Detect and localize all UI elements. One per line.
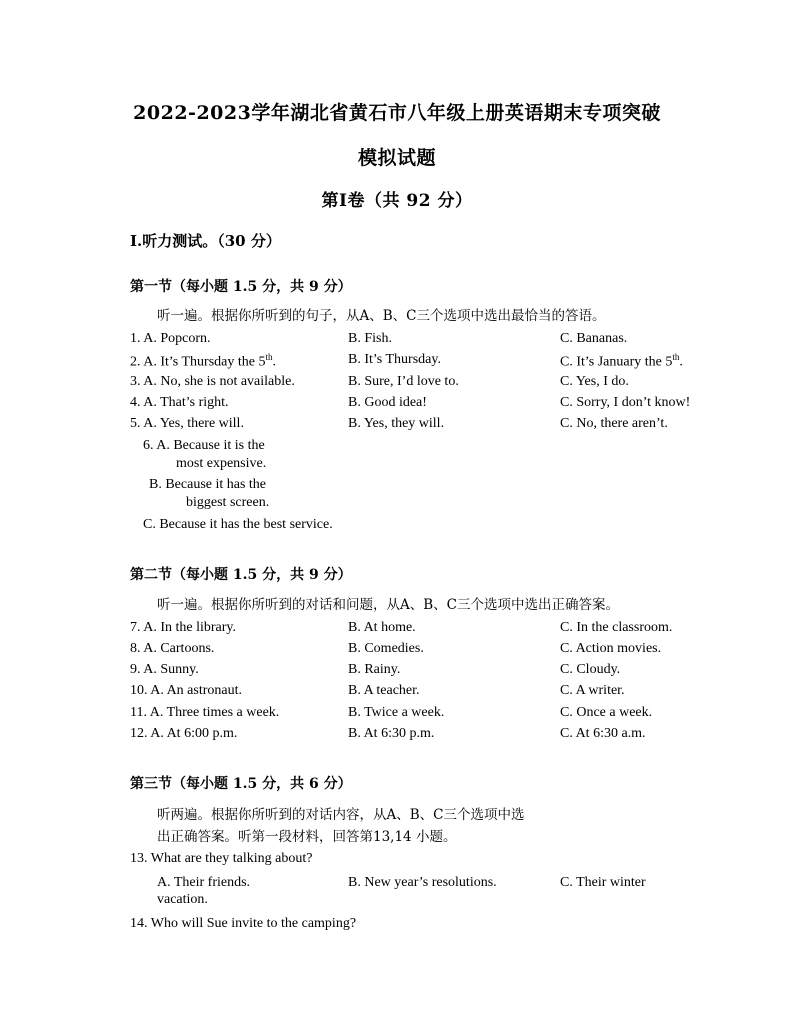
q6-option-b-line2: biggest screen. bbox=[186, 495, 270, 510]
q5-option-a: 5. A. Yes, there will. bbox=[130, 416, 244, 431]
q12-option-a: 12. A. At 6:00 p.m. bbox=[130, 726, 238, 741]
q2-option-a: 2. A. It’s Thursday the 5th. bbox=[130, 352, 276, 370]
q6-option-c: C. Because it has the best service. bbox=[143, 517, 333, 532]
q12-option-c: C. At 6:30 a.m. bbox=[560, 726, 646, 741]
q6-option-a-line2: most expensive. bbox=[176, 456, 267, 471]
q9-option-a: 9. A. Sunny. bbox=[130, 662, 199, 677]
section1-instruction: 听一遍。根据你所听到的句子，从A、B、C三个选项中选出最恰当的答语。 bbox=[157, 308, 606, 324]
q1-option-b: B. Fish. bbox=[348, 331, 392, 346]
q13-option-b: B. New year’s resolutions. bbox=[348, 875, 497, 890]
q13-option-c-cont: vacation. bbox=[157, 892, 208, 907]
q3-option-a: 3. A. No, she is not available. bbox=[130, 374, 295, 389]
section3-instruction-line1: 听两遍。根据你所听到的对话内容，从A、B、C三个选项中选 bbox=[157, 807, 525, 823]
q11-option-b: B. Twice a week. bbox=[348, 705, 445, 720]
q9-option-c: C. Cloudy. bbox=[560, 662, 621, 677]
q8-option-c: C. Action movies. bbox=[560, 641, 662, 656]
q12-option-b: B. At 6:30 p.m. bbox=[348, 726, 435, 741]
q9-option-b: B. Rainy. bbox=[348, 662, 401, 677]
document-title-line1: 2022-2023学年湖北省黄石市八年级上册英语期末专项突破 bbox=[133, 102, 661, 124]
q10-option-b: B. A teacher. bbox=[348, 683, 420, 698]
q6-option-a-line1: 6. A. Because it is the bbox=[143, 438, 265, 453]
q2-option-b: B. It’s Thursday. bbox=[348, 352, 441, 367]
q7-option-b: B. At home. bbox=[348, 620, 416, 635]
q10-option-c: C. A writer. bbox=[560, 683, 625, 698]
q8-option-b: B. Comedies. bbox=[348, 641, 424, 656]
section3-heading: 第三节（每小题 1.5 分，共 6 分） bbox=[130, 776, 352, 792]
q3-option-b: B. Sure, I’d love to. bbox=[348, 374, 459, 389]
q4-option-c: C. Sorry, I don’t know! bbox=[560, 395, 691, 410]
q7-option-c: C. In the classroom. bbox=[560, 620, 673, 635]
q5-option-c: C. No, there aren’t. bbox=[560, 416, 668, 431]
q8-option-a: 8. A. Cartoons. bbox=[130, 641, 215, 656]
q10-option-a: 10. A. An astronaut. bbox=[130, 683, 242, 698]
q5-option-b: B. Yes, they will. bbox=[348, 416, 445, 431]
section2-instruction: 听一遍。根据你所听到的对话和问题，从A、B、C三个选项中选出正确答案。 bbox=[157, 597, 619, 613]
section2-heading: 第二节（每小题 1.5 分，共 9 分） bbox=[130, 567, 352, 583]
section3-instruction-line2: 出正确答案。听第一段材料，回答第13,14 小题。 bbox=[157, 829, 457, 845]
q3-option-c: C. Yes, I do. bbox=[560, 374, 629, 389]
paper-part-heading: 第Ⅰ卷（共 92 分） bbox=[321, 191, 473, 211]
q2-option-c: C. It’s January the 5th. bbox=[560, 352, 683, 370]
document-title-line2: 模拟试题 bbox=[357, 147, 436, 169]
q13-option-c: C. Their winter bbox=[560, 875, 646, 890]
q13-stem: 13. What are they talking about? bbox=[130, 851, 313, 866]
q11-option-a: 11. A. Three times a week. bbox=[130, 705, 280, 720]
q13-option-a: A. Their friends. bbox=[157, 875, 251, 890]
q1-option-a: 1. A. Popcorn. bbox=[130, 331, 211, 346]
q6-option-b-line1: B. Because it has the bbox=[149, 477, 267, 492]
q14-stem: 14. Who will Sue invite to the camping? bbox=[130, 916, 357, 931]
q4-option-a: 4. A. That’s right. bbox=[130, 395, 229, 410]
q1-option-c: C. Bananas. bbox=[560, 331, 628, 346]
q11-option-c: C. Once a week. bbox=[560, 705, 653, 720]
section1-heading: 第一节（每小题 1.5 分，共 9 分） bbox=[130, 279, 352, 295]
q7-option-a: 7. A. In the library. bbox=[130, 620, 237, 635]
q4-option-b: B. Good idea! bbox=[348, 395, 427, 410]
part1-heading: Ⅰ.听力测试。（30 分） bbox=[130, 232, 281, 250]
